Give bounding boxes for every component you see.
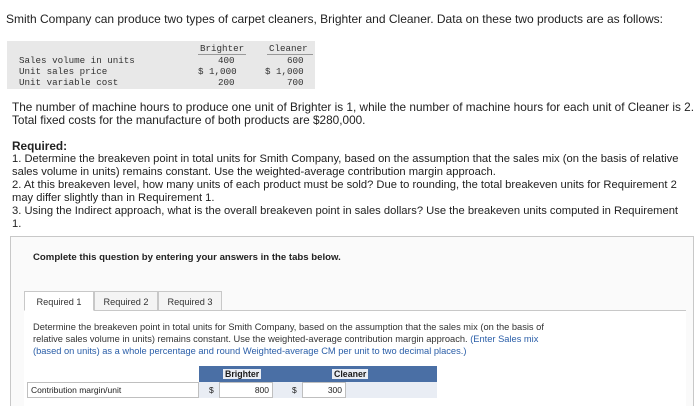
product-data-table xyxy=(7,41,315,89)
answer-col-cleaner: Cleaner xyxy=(334,369,367,379)
currency-symbol: $ xyxy=(292,385,297,395)
row-label: Unit variable cost xyxy=(19,77,119,88)
requirement-line: 1. xyxy=(12,218,22,230)
row-label: Unit sales price xyxy=(19,66,108,77)
instruction-text: relative sales volume in units) remains constant. Use the weighted-average contribution margin approach. xyxy=(33,334,471,344)
brighter-cm-input[interactable] xyxy=(219,382,273,398)
instruction-line xyxy=(33,346,466,356)
brighter-value: 400 xyxy=(218,55,235,66)
cleaner-value: 600 xyxy=(287,55,304,66)
answer-col-brighter: Brighter xyxy=(225,369,260,379)
tab-required-3[interactable]: Required 3 xyxy=(158,291,222,311)
requirement-line: sales volume in units) remains constant. Use the weighted-average contribution margin approach. xyxy=(12,166,496,178)
instruction-line xyxy=(33,334,538,344)
requirement-line: 3. Using the Indirect approach, what is the overall breakeven point in sales dollars? Use the breakeven units computed in Requirement xyxy=(12,205,679,217)
requirement-line: 2. At this breakeven level, how many units of each product must be sold? Due to rounding, the total breakeven units for Requirement 2 xyxy=(12,179,677,191)
col-header-brighter: Brighter xyxy=(200,43,245,54)
cleaner-value: 700 xyxy=(287,77,304,88)
answer-table xyxy=(27,366,437,398)
instruction-line: Determine the breakeven point in total units for Smith Company, based on the assumption that the sales mix (on the basis of xyxy=(33,322,544,332)
requirement-line: 1. Determine the breakeven point in total units for Smith Company, based on the assumption that the sales mix (on the basis of relative xyxy=(12,153,679,165)
col-header-cleaner: Cleaner xyxy=(269,43,308,54)
complete-prompt: Complete this question by entering your answers in the tabs below. xyxy=(33,252,341,263)
fixed-costs-text: Total fixed costs for the manufacture of both products are $280,000. xyxy=(12,113,366,127)
tab-required-2[interactable]: Required 2 xyxy=(94,291,158,311)
instruction-note: (Enter Sales mix xyxy=(470,334,539,344)
row-label: Sales volume in units xyxy=(19,55,135,66)
requirement-line: may differ slightly than in Requirement 1. xyxy=(12,192,215,204)
cleaner-value: $ 1,000 xyxy=(265,66,304,77)
required-heading: Required: xyxy=(12,139,68,153)
contribution-margin-label: Contribution margin/unit xyxy=(27,382,199,398)
brighter-value: $ 1,000 xyxy=(198,66,237,77)
brighter-value: 200 xyxy=(218,77,235,88)
currency-symbol: $ xyxy=(209,385,214,395)
tab-required-1[interactable]: Required 1 xyxy=(24,291,94,311)
instruction-note: (based on units) as a whole percentage and round Weighted-average CM per unit to two decimal places.) xyxy=(33,346,467,356)
machine-hours-text: The number of machine hours to produce one unit of Brighter is 1, while the number of machine hours for each unit of Cleaner is 2. xyxy=(12,100,694,114)
intro-text: Smith Company can produce two types of carpet cleaners, Brighter and Cleaner. Data on these two products are as follows: xyxy=(6,12,664,26)
cleaner-cm-input[interactable] xyxy=(302,382,346,398)
